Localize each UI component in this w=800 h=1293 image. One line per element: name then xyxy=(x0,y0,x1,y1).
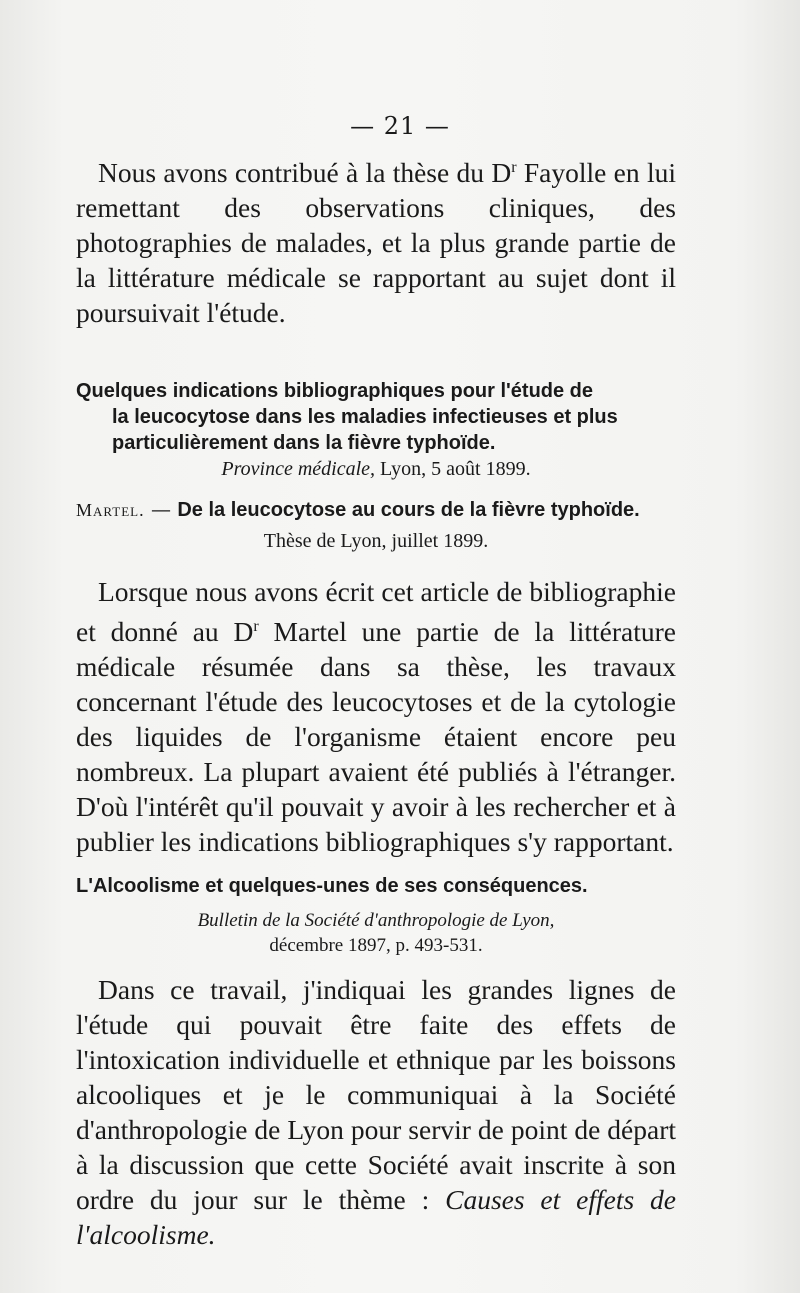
source-province-medicale xyxy=(76,458,676,481)
paragraph-alcoolisme-text: Dans ce travail, j'indiquai les grandes lignes de l'étude qui pouvait être faite des effets de l'intoxication individuelle et ethnique par les boissons alcooliques et je le communiquai à la Société d'anthropologie de Lyon pour servir de point de départ à la discussion que cette Société avait inscrite à son ordre du jour sur le thème : xyxy=(76,974,676,1215)
page-number: — 21 — xyxy=(350,112,450,140)
journal-name: Province médicale, xyxy=(221,458,376,480)
source-bulletin xyxy=(76,908,676,958)
paragraph-fayolle-rest: Fayolle en lui remettant des observations cliniques, des photographies de malades, et la plus grande partie de la littérature médicale se rapportant au sujet dont il poursuivait l'étude. xyxy=(76,157,676,328)
bibliography-heading-alcoolisme: L'Alcoolisme et quelques-unes de ses conséquences. xyxy=(76,875,588,897)
bulletin-details: décembre 1897, p. 493-531. xyxy=(269,935,483,956)
bibliography-heading-leucocytose xyxy=(76,378,676,456)
entry-dash: — xyxy=(144,497,178,521)
paragraph-alcoolisme xyxy=(76,972,676,1252)
source-these-lyon: Thèse de Lyon, juillet 1899. xyxy=(263,530,489,552)
heading-line-3: particulièrement dans la fièvre typhoïde. xyxy=(112,432,496,454)
heading-line-1: Quelques indications bibliographiques pour l'étude de xyxy=(76,380,594,402)
superscript-r-2: r xyxy=(253,618,259,635)
paragraph-fayolle-start: Nous avons contribué à la thèse du D xyxy=(98,157,512,188)
paragraph-fayolle xyxy=(76,150,676,330)
paragraph-martel-rest: Martel une partie de la littérature médicale résumée dans sa thèse, les travaux concernant l'étude des leucocytoses et de la cytologie des liquides de l'organisme étaient encore peu nombreux. La plupart avaient été publiés à l'étranger. D'où l'intérêt qu'il pouvait y avoir à les rechercher et à publier les indications bibliographiques s'y rapportant. xyxy=(76,616,676,857)
source-details: Lyon, 5 août 1899. xyxy=(375,458,531,480)
entry-martel xyxy=(76,497,676,522)
paragraph-martel xyxy=(76,574,676,859)
author-name: Martel. xyxy=(76,500,145,520)
entry-title: De la leucocytose au cours de la fièvre typhoïde. xyxy=(177,499,640,521)
heading-line-2: la leucocytose dans les maladies infectieuses et plus xyxy=(112,406,618,428)
superscript-r: r xyxy=(511,159,517,176)
bulletin-name: Bulletin de la Société d'anthropologie de Lyon, xyxy=(197,910,555,931)
paragraph-martel-start: Lorsque nous avons écrit cet article de bibliographie et donné au D xyxy=(76,576,676,647)
paragraph-alcoolisme-italic: Causes et effets de l'alcoolisme. xyxy=(76,1184,676,1250)
